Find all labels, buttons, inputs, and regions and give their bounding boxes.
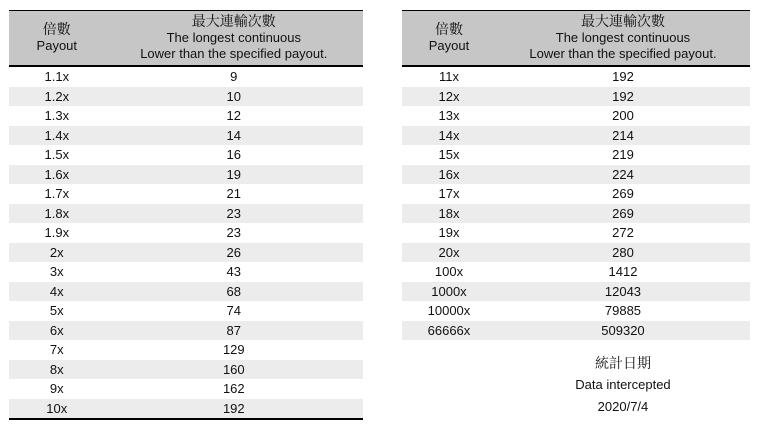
header-streak-zh: 最大連輸次數 [580,13,665,29]
streak-cell: 219 [612,147,634,162]
table-row [402,223,750,243]
streak-cell: 9 [230,69,238,84]
streak-cell: 1412 [608,264,638,279]
table-row [9,223,363,243]
table-row [402,282,750,302]
streak-cell: 21 [226,186,242,201]
streak-cell: 160 [105,360,363,380]
table-row [9,379,363,399]
payout-cell: 1000x [402,282,496,302]
table-row [402,243,750,263]
payout-cell: 9x [49,381,64,396]
table-row [9,282,363,302]
table-row [9,165,363,185]
streak-cell: 14 [105,126,363,146]
streak-cell: 74 [226,303,242,318]
streak-cell: 200 [612,108,634,123]
data-table [9,10,363,420]
header-row [9,11,363,67]
streak-cell: 26 [105,243,363,263]
table-row [9,145,363,165]
streak-cell: 129 [222,342,245,357]
table-row [9,399,363,420]
payout-cell: 15x [438,147,460,162]
header-streak-zh: 最大連輸次數 [191,13,276,29]
streak-cell: 224 [496,165,750,185]
payout-cell: 3x [49,264,64,279]
streak-cell: 509320 [496,321,750,341]
table-row [402,165,750,185]
streak-cell: 214 [496,126,750,146]
payout-cell: 1.5x [44,147,70,162]
streak-cell: 79885 [604,303,642,318]
header-streak-en2: Lower than the specified payout. [529,46,717,61]
table-row [9,243,363,263]
payout-cell: 11x [438,69,459,84]
table-row [402,204,750,224]
payout-cell: 13x [438,108,460,123]
stats-date-footer [402,352,750,418]
header-payout-en: Payout [428,38,470,53]
table-row [402,321,750,341]
payout-cell: 4x [9,282,105,302]
table-row [402,66,750,87]
table-row [402,145,750,165]
payout-cell: 1.2x [9,87,105,107]
payout-cell: 14x [402,126,496,146]
header-streak-en1: The longest continuous [166,30,301,45]
streak-cell: 269 [496,204,750,224]
payout-cell: 20x [402,243,496,263]
table-row [9,340,363,360]
data-table [402,10,750,340]
table-body [9,66,363,419]
payout-cell: 12x [402,87,496,107]
streak-cell: 12043 [496,282,750,302]
table-row [9,106,363,126]
table-row [402,106,750,126]
streak-cell: 162 [222,381,245,396]
streak-cell: 269 [612,186,634,201]
payout-cell: 100x [434,264,464,279]
streak-cell: 272 [612,225,634,240]
stats-date-label-zh: 統計日期 [594,355,651,371]
table-row [9,321,363,341]
payout-cell: 10000x [427,303,471,318]
streak-cell: 19 [105,165,363,185]
table-row [402,184,750,204]
header-payout [402,11,496,67]
payout-cell: 18x [402,204,496,224]
payout-cell: 19x [438,225,460,240]
streak-cell: 10 [105,87,363,107]
stats-date-label-en: Data intercepted [575,377,671,392]
payout-cell: 1.7x [44,186,70,201]
payout-cell: 1.9x [44,225,70,240]
payout-cell: 8x [9,360,105,380]
payout-table-high-range [402,10,750,340]
table-row [402,87,750,107]
streak-cell: 43 [226,264,242,279]
header-streak-en2: Lower than the specified payout. [140,46,328,61]
header-streak-en1: The longest continuous [555,30,691,45]
payout-cell: 1.6x [9,165,105,185]
streak-cell: 12 [226,108,242,123]
table-row [9,66,363,87]
header-payout-zh: 倍數 [42,21,71,37]
streak-cell: 68 [105,282,363,302]
streak-cell: 192 [612,69,634,84]
payout-cell: 17x [438,186,460,201]
header-max-losing-streak [105,11,363,67]
header-payout [9,11,105,67]
table-header [9,11,363,67]
payout-cell: 1.1x [44,69,70,84]
payout-cell: 7x [49,342,64,357]
payout-table-low-range [9,10,363,420]
table-row [9,360,363,380]
payout-cell: 16x [402,165,496,185]
payout-cell: 1.8x [9,204,105,224]
streak-cell: 280 [496,243,750,263]
table-row [402,126,750,146]
table-row [9,126,363,146]
payout-cell: 5x [49,303,64,318]
payout-cell: 1.3x [44,108,70,123]
stats-date-block [496,352,750,418]
header-max-losing-streak [496,11,750,67]
header-row [402,11,750,67]
streak-cell: 192 [496,87,750,107]
payout-cell: 2x [9,243,105,263]
streak-cell: 192 [105,399,363,420]
table-row [9,184,363,204]
table-row [9,301,363,321]
header-payout-zh: 倍數 [434,21,463,37]
table-header [402,11,750,67]
payout-cell: 66666x [402,321,496,341]
streak-cell: 23 [105,204,363,224]
table-row [9,204,363,224]
table-row [402,301,750,321]
payout-cell: 10x [9,399,105,420]
stats-date-value: 2020/7/4 [597,399,649,414]
table-row [402,262,750,282]
table-body [402,66,750,340]
table-row [9,87,363,107]
payout-cell: 1.4x [9,126,105,146]
streak-cell: 87 [105,321,363,341]
streak-cell: 16 [226,147,242,162]
table-row [9,262,363,282]
payout-cell: 6x [9,321,105,341]
streak-cell: 23 [226,225,242,240]
header-payout-en: Payout [36,38,78,53]
